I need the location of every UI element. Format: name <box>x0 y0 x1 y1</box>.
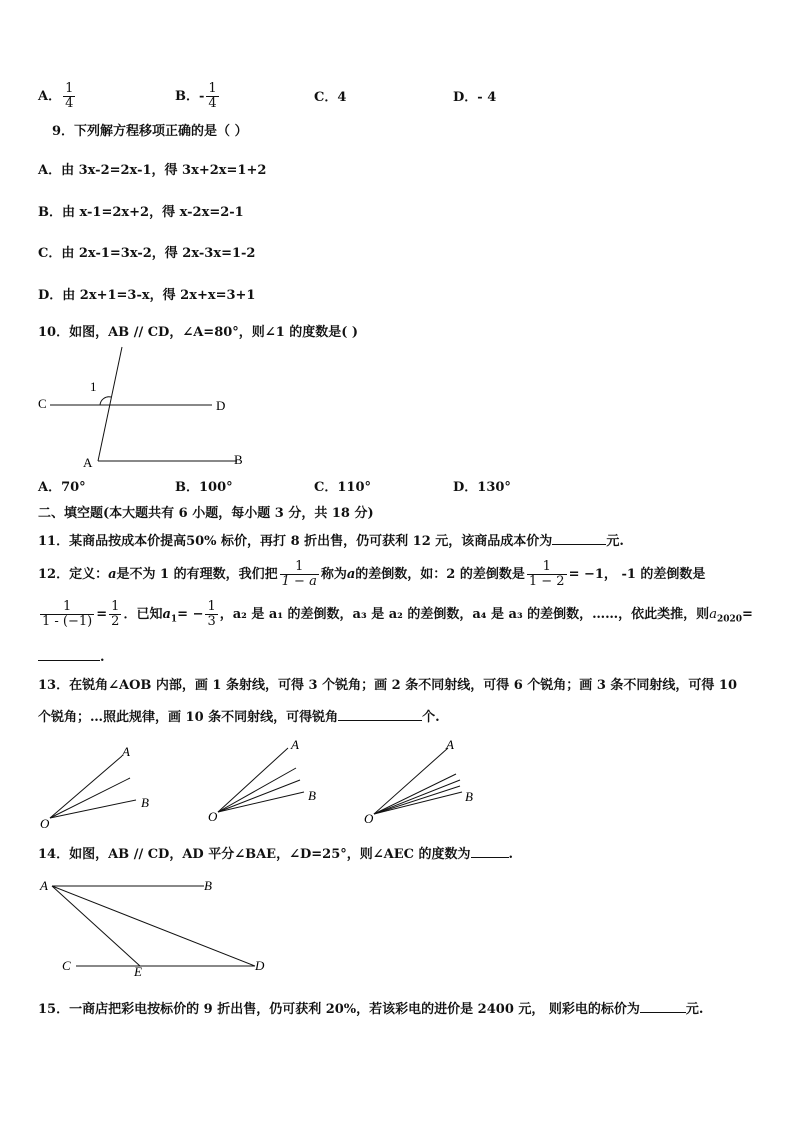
q14-figure <box>36 872 276 978</box>
ray-oa <box>374 748 448 814</box>
q12-answer-line: . <box>38 648 105 666</box>
answer-blank <box>640 1000 686 1013</box>
line-ae <box>52 886 140 966</box>
q11: 11．某商品按成本价提高50% 标价，再打 8 折出售，仍可获利 12 元，该商品成本价为 元. <box>38 534 624 549</box>
answer-blank <box>38 648 100 661</box>
ray-ob <box>374 792 462 814</box>
ray-3 <box>374 786 460 814</box>
q9-option-d: D．由 2x+1=3-x，得 2x+x=3+1 <box>38 288 256 303</box>
label-b: B <box>204 878 212 893</box>
line-ad <box>52 886 255 966</box>
fraction: $\frac{1}{1 - 2}$ <box>528 559 565 589</box>
q8-option-d: D．- 4 <box>453 90 497 105</box>
label-a: A <box>446 737 454 752</box>
q13-figure-2 <box>204 736 334 828</box>
label-angle-1: 1 <box>90 379 97 394</box>
q12-line2: $\frac{1}{1 - (-1)}$ = $\frac{1}{2}$ ．已知$a_1=$ − $\frac{1}{3}$ ，a₂ 是 a₁ 的差倒数，a₃ 是 a₂ 的差倒数，a₄ 是 a₃ 的差倒数，……，依此类推，则$a_{2020}=$ <box>42 599 753 629</box>
label-o: O <box>208 809 218 824</box>
label-a: A <box>291 737 299 752</box>
fraction: $\frac{1}{4}$ <box>208 81 217 111</box>
q15: 15．一商店把彩电按标价的 9 折出售，仍可获利 20%，若该彩电的进价是 2400 元， 则彩电的标价为 元. <box>38 1002 704 1017</box>
q10-option-b: B．100° <box>175 480 233 495</box>
label-b: B <box>308 788 316 803</box>
ray-1 <box>218 768 296 812</box>
q8-option-b: B．- $\frac{1}{4}$ <box>175 81 217 111</box>
label-b: B <box>465 789 473 804</box>
label-o: O <box>364 811 374 826</box>
q8-option-a: A． $\frac{1}{4}$ <box>38 81 74 111</box>
q10-option-d: D．130° <box>453 480 511 495</box>
ray-2 <box>374 780 460 814</box>
transversal <box>98 347 122 461</box>
label-a: A <box>83 455 93 470</box>
label-a: A <box>122 744 130 759</box>
ray-ob <box>50 800 136 818</box>
q10-option-c: C．110° <box>314 480 371 495</box>
q13-line1: 13．在锐角∠AOB 内部，画 1 条射线，可得 3 个锐角；画 2 条不同射线，可得 6 个锐角；画 3 条不同射线，可得 10 <box>38 678 738 693</box>
q14-stem: 14．如图，AB // CD，AD 平分∠BAE，∠D=25°，则∠AEC 的度数为 . <box>38 847 514 862</box>
q10-option-a: A．70° <box>38 480 86 495</box>
q13-line2: 个锐角；…照此规律，画 10 条不同射线，可得锐角 个. <box>38 710 440 725</box>
ray-oa <box>218 748 288 812</box>
label-a: A <box>40 878 48 893</box>
q9-option-b: B．由 x-1=2x+2，得 x-2x=2-1 <box>38 205 244 220</box>
fraction: $\frac{1}{3}$ <box>207 599 216 629</box>
q13-figure-3 <box>360 736 490 828</box>
q13-figure-1 <box>36 740 166 832</box>
q12-line1: 12．定义：a是不为 1 的有理数，我们把 $\frac{1}{1 - a}$ 称为a的差倒数，如：2 的差倒数是 $\frac{1}{1 - 2}$ = −1， -1 的差倒数是 <box>38 559 706 589</box>
section-heading: 二、填空题(本大题共有 6 小题，每小题 3 分，共 18 分) <box>38 506 374 521</box>
q10-figure <box>30 340 260 480</box>
answer-blank <box>471 845 509 858</box>
label-c: C <box>62 958 71 973</box>
label-d: D <box>216 398 226 413</box>
label-d: D <box>255 958 265 973</box>
ray-1 <box>374 774 456 814</box>
fraction: $\frac{1}{1 - (-1)}$ <box>42 599 93 629</box>
fraction: $\frac{1}{1 - a}$ <box>281 559 317 589</box>
label-o: O <box>40 816 50 831</box>
label-e: E <box>134 964 142 979</box>
fraction: $\frac{1}{4}$ <box>65 81 74 111</box>
label-b: B <box>141 795 149 810</box>
q9-option-a: A．由 3x-2=2x-1，得 3x+2x=1+2 <box>38 163 267 178</box>
angle-arc <box>100 397 111 405</box>
label-b: B <box>234 452 243 467</box>
q9-stem: 9．下列解方程移项正确的是（ ） <box>52 124 248 139</box>
answer-blank <box>338 708 422 721</box>
fraction: $\frac{1}{2}$ <box>111 599 120 629</box>
q8-option-c: C．4 <box>314 90 347 105</box>
answer-blank <box>552 532 606 545</box>
q9-option-c: C．由 2x-1=3x-2，得 2x-3x=1-2 <box>38 246 256 261</box>
label-c: C <box>38 396 47 411</box>
q10-stem: 10．如图，AB // CD，∠A=80°，则∠1 的度数是( ) <box>38 325 359 340</box>
